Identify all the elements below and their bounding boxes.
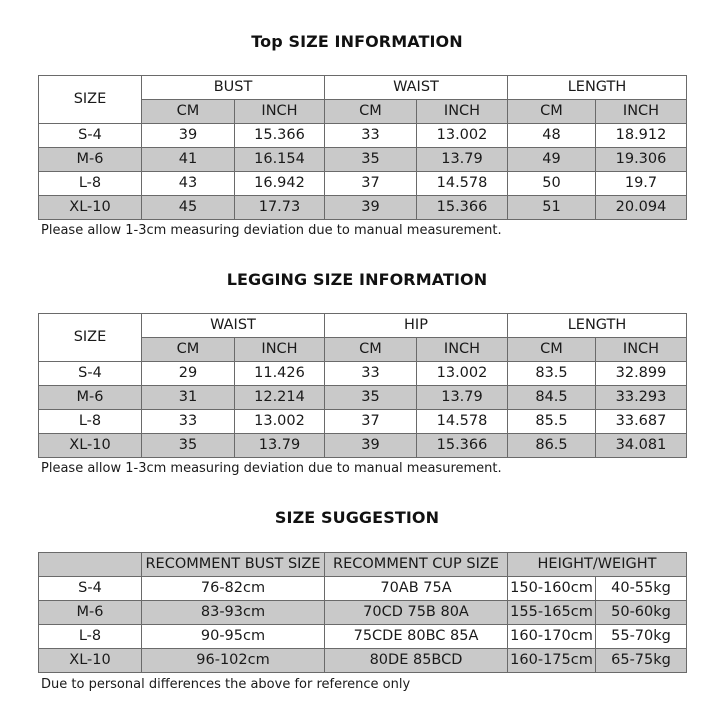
unit-header: CM (142, 338, 235, 362)
table-row (39, 410, 687, 434)
table-cell: 37 (325, 172, 417, 196)
legging-measurement-note: Please allow 1-3cm measuring deviation due to manual measurement. (41, 461, 502, 476)
size-suggestion-title: SIZE SUGGESTION (274, 508, 440, 527)
size-cell: L-8 (39, 172, 142, 196)
table-cell: 16.942 (235, 172, 325, 196)
table-row (39, 196, 687, 220)
size-cell: M-6 (39, 148, 142, 172)
size-cell: M-6 (39, 386, 142, 410)
table-cell: 50 (508, 172, 596, 196)
table-cell: 18.912 (596, 124, 687, 148)
table-row (39, 386, 687, 410)
table-cell: 40-55kg (596, 577, 687, 601)
header-height-weight: HEIGHT/WEIGHT (508, 553, 687, 577)
size-header: SIZE (39, 76, 142, 124)
unit-header: CM (325, 100, 417, 124)
table-cell: 19.7 (596, 172, 687, 196)
size-header: SIZE (39, 314, 142, 362)
table-cell: 85.5 (508, 410, 596, 434)
top-size-table (38, 75, 687, 220)
table-cell: 43 (142, 172, 235, 196)
table-cell: 83-93cm (142, 601, 325, 625)
table-cell: 90-95cm (142, 625, 325, 649)
size-suggestion-table (38, 552, 687, 673)
group-header-length: LENGTH (508, 76, 687, 100)
table-row (39, 148, 687, 172)
table-cell: 35 (142, 434, 235, 458)
table-cell: 31 (142, 386, 235, 410)
header-bust-size: RECOMMENT BUST SIZE (142, 553, 325, 577)
table-cell: 15.366 (417, 434, 508, 458)
table-cell: 33.293 (596, 386, 687, 410)
table-cell: 13.79 (235, 434, 325, 458)
table-cell: 37 (325, 410, 417, 434)
table-cell: 41 (142, 148, 235, 172)
size-cell: XL-10 (39, 649, 142, 673)
table-row (39, 577, 687, 601)
corner-cell (39, 553, 142, 577)
table-cell: 12.214 (235, 386, 325, 410)
table-row (39, 362, 687, 386)
table-cell: 70CD 75B 80A (325, 601, 508, 625)
table-cell: 50-60kg (596, 601, 687, 625)
table-cell: 35 (325, 148, 417, 172)
table-row (39, 172, 687, 196)
table-cell: 34.081 (596, 434, 687, 458)
reference-note: Due to personal differences the above for reference only (41, 677, 411, 692)
table-cell: 39 (142, 124, 235, 148)
table-cell: 35 (325, 386, 417, 410)
table-cell: 55-70kg (596, 625, 687, 649)
table-cell: 13.79 (417, 386, 508, 410)
table-cell: 76-82cm (142, 577, 325, 601)
table-cell: 49 (508, 148, 596, 172)
table-cell: 96-102cm (142, 649, 325, 673)
size-cell: L-8 (39, 625, 142, 649)
table-cell: 16.154 (235, 148, 325, 172)
table-cell: 33 (325, 362, 417, 386)
unit-header: INCH (596, 100, 687, 124)
table-row (39, 625, 687, 649)
table-cell: 150-160cm (508, 577, 596, 601)
table-header-row (39, 314, 687, 338)
size-cell: S-4 (39, 362, 142, 386)
legging-size-table (38, 313, 687, 458)
table-cell: 14.578 (417, 172, 508, 196)
group-header-waist: WAIST (142, 314, 325, 338)
unit-header: INCH (235, 338, 325, 362)
size-cell: S-4 (39, 124, 142, 148)
table-row (39, 124, 687, 148)
table-cell: 39 (325, 196, 417, 220)
unit-header: CM (508, 100, 596, 124)
table-cell: 39 (325, 434, 417, 458)
table-cell: 33 (142, 410, 235, 434)
table-cell: 70AB 75A (325, 577, 508, 601)
header-cup-size: RECOMMENT CUP SIZE (325, 553, 508, 577)
group-header-length: LENGTH (508, 314, 687, 338)
table-cell: 20.094 (596, 196, 687, 220)
table-cell: 160-175cm (508, 649, 596, 673)
table-cell: 86.5 (508, 434, 596, 458)
size-cell: XL-10 (39, 196, 142, 220)
size-cell: L-8 (39, 410, 142, 434)
table-header-row (39, 76, 687, 100)
group-header-waist: WAIST (325, 76, 508, 100)
table-cell: 11.426 (235, 362, 325, 386)
legging-size-title: LEGGING SIZE INFORMATION (226, 270, 488, 289)
unit-header: CM (142, 100, 235, 124)
group-header-hip: HIP (325, 314, 508, 338)
table-cell: 155-165cm (508, 601, 596, 625)
unit-header: CM (508, 338, 596, 362)
unit-header: CM (325, 338, 417, 362)
unit-header: INCH (417, 100, 508, 124)
table-cell: 17.73 (235, 196, 325, 220)
table-cell: 13.79 (417, 148, 508, 172)
table-cell: 14.578 (417, 410, 508, 434)
table-row (39, 649, 687, 673)
unit-header: INCH (596, 338, 687, 362)
table-cell: 75CDE 80BC 85A (325, 625, 508, 649)
table-cell: 13.002 (417, 124, 508, 148)
size-cell: XL-10 (39, 434, 142, 458)
table-cell: 51 (508, 196, 596, 220)
table-cell: 32.899 (596, 362, 687, 386)
table-header-row (39, 553, 687, 577)
top-measurement-note: Please allow 1-3cm measuring deviation due to manual measurement. (41, 223, 502, 238)
table-cell: 29 (142, 362, 235, 386)
table-cell: 33 (325, 124, 417, 148)
table-cell: 80DE 85BCD (325, 649, 508, 673)
table-cell: 13.002 (417, 362, 508, 386)
table-cell: 15.366 (417, 196, 508, 220)
table-cell: 15.366 (235, 124, 325, 148)
unit-header: INCH (417, 338, 508, 362)
table-cell: 160-170cm (508, 625, 596, 649)
table-cell: 48 (508, 124, 596, 148)
table-row (39, 601, 687, 625)
table-cell: 19.306 (596, 148, 687, 172)
size-cell: S-4 (39, 577, 142, 601)
table-cell: 13.002 (235, 410, 325, 434)
top-size-title: Top SIZE INFORMATION (251, 32, 463, 51)
table-cell: 45 (142, 196, 235, 220)
table-cell: 84.5 (508, 386, 596, 410)
table-cell: 33.687 (596, 410, 687, 434)
unit-header: INCH (235, 100, 325, 124)
table-cell: 83.5 (508, 362, 596, 386)
table-cell: 65-75kg (596, 649, 687, 673)
size-cell: M-6 (39, 601, 142, 625)
table-row (39, 434, 687, 458)
group-header-bust: BUST (142, 76, 325, 100)
